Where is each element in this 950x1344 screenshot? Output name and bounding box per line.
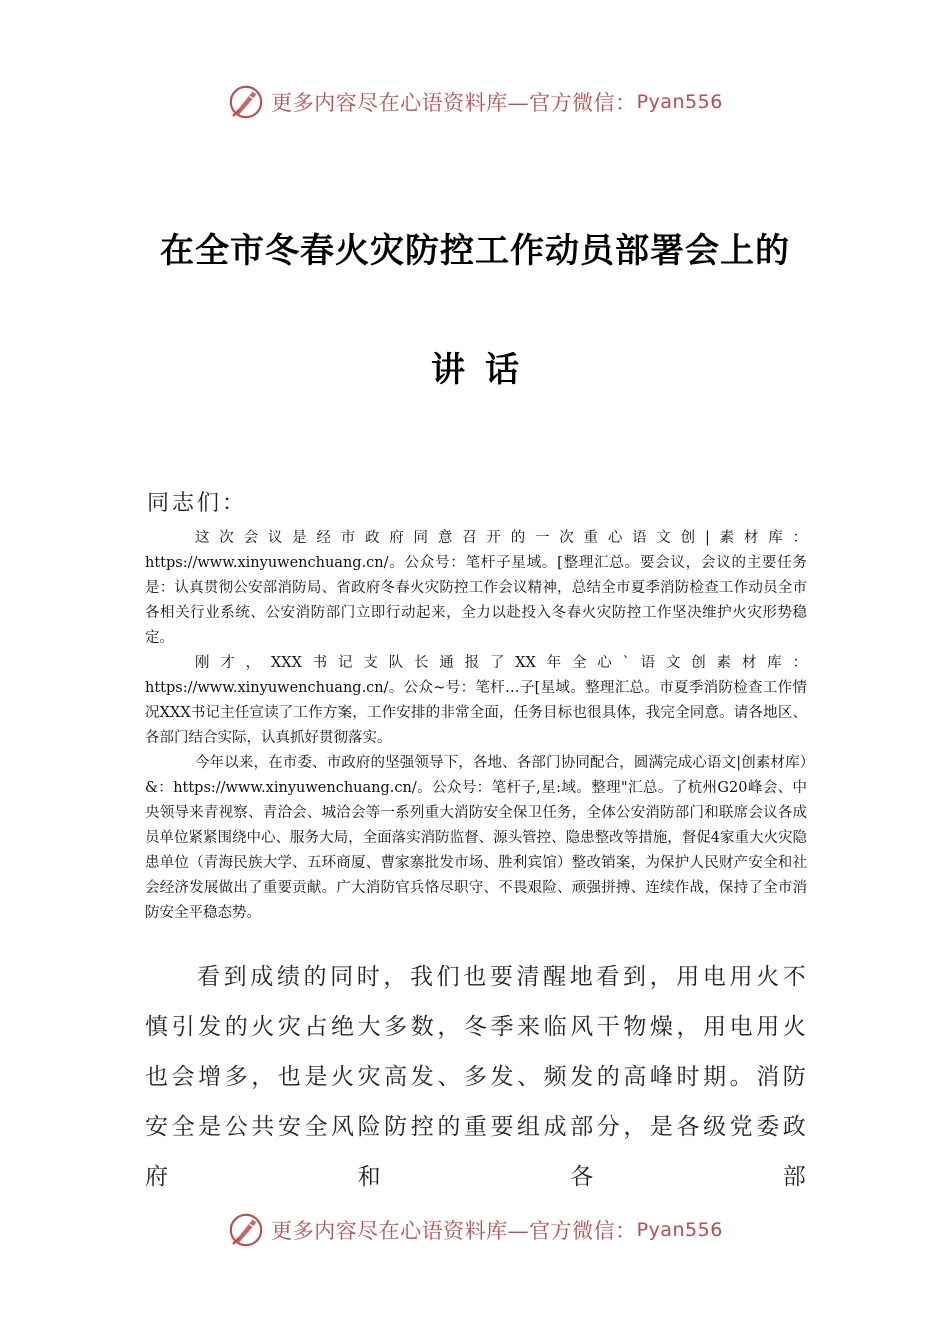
footer-banner <box>0 1210 950 1250</box>
greeting: 同志们： <box>147 491 248 516</box>
paragraph: 看到成绩的同时，我们也要清醒地看到，用电用火不慎引发的火灾占绝大多数，冬季来临风干物燥，用电用火也会增多，也是火灾高发、多发、频发的高峰时期。消防安全是公共安全风险防控的重要组成部分，是各级党委政府和各部 <box>145 964 809 1190</box>
paragraph: 刚才，XXX书记支队长通报了XX年全心`语文创素材库：https://www.xinyuwenchuang.cn/。公众~号：笔杆…子[星域。整理汇总。市夏季消防检查工作情况XXX书记主任宣读了工作方案，工作安排的非常全面，任务目标也很具体，我完全同意。请各地区、各部门结合实际，认真抓好贯彻落实。 <box>145 655 807 746</box>
paragraph: 这次会议是经市政府同意召开的一次重心语文创|素材库：https://www.xinyuwenchuang.cn/。公众号：笔杆子星域。[整理汇总。要会议，会议的主要任务是：认真贯彻公安部消防局、省政府冬春火灾防控工作会议精神，总结全市夏季消防检查工作动员全市各相关行业系统、公安消防部门立即行动起来，全力以赴投入冬春火灾防控工作坚决维护火灾形势稳定。 <box>145 530 807 646</box>
paragraph-block-large <box>145 952 809 1202</box>
document-title-line2: 讲话 <box>431 350 539 390</box>
quill-logo-icon <box>227 1211 265 1249</box>
banner-wechat-id: Pyan556 <box>636 1219 723 1241</box>
banner-text: 更多内容尽在心语资料库—官方微信： <box>271 91 637 115</box>
header-banner <box>0 82 950 122</box>
paragraph-block <box>145 651 807 751</box>
paragraph-block <box>145 751 807 926</box>
paragraph-block <box>145 526 807 651</box>
paragraph: 今年以来，在市委、市政府的坚强领导下，各地、各部门协同配合，圆满完成心语文|创素材库）&：https://www.xinyuwenchuang.cn/。公众号：笔杆子,星:域。整理"汇总。了杭州G20峰会、中央领导来青视察、青洽会、城洽会等一系列重大消防安全保卫任务，全体公安消防部门和联席会议各成员单位紧紧围绕中心、服务大局，全面落实消防监督、源头管控、隐患整改等措施，督促4家重大火灾隐患单位（青海民族大学、五环商厦、曹家寨批发市场、胜利宾馆）整改销案，为保护人民财产安全和社会经济发展做出了重要贡献。广大消防官兵恪尽职守、不畏艰险、顽强拼搏、连续作战，保持了全市消防安全平稳态势。 <box>145 755 807 921</box>
document-title-line1: 在全市冬春火灾防控工作动员部署会上的 <box>160 231 790 271</box>
banner-text: 更多内容尽在心语资料库—官方微信： <box>271 1219 637 1243</box>
quill-logo-icon <box>227 83 265 121</box>
banner-wechat-id: Pyan556 <box>636 91 723 113</box>
